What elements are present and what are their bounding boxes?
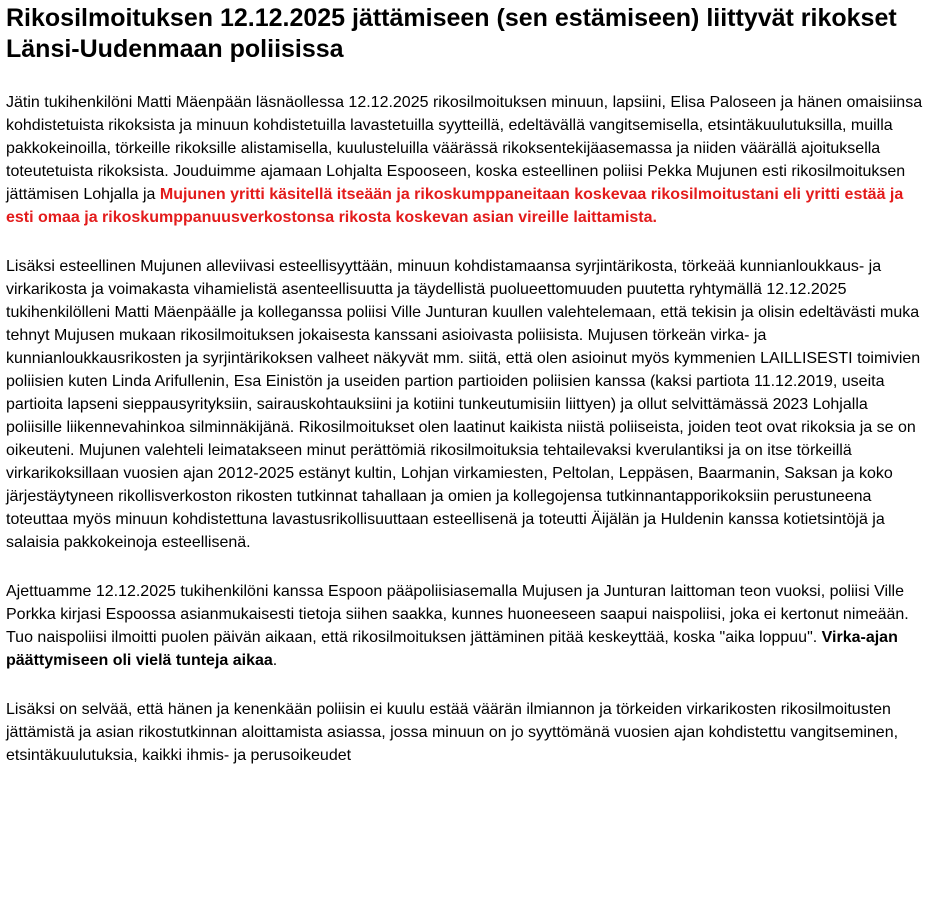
paragraph-3-text: Ajettuamme 12.12.2025 tukihenkilöni kanssa Espoon pääpoliisiasemalla Mujusen ja Junturan laittoman teon vuoksi, poliisi Ville Porkka kirjasi Espoossa asianmukaisesti tietoja siihen saakka, kunnes huoneeseen saapui naispoliisi, joka ei kertonut nimeään. Tuo naispoliisi ilmoitti puolen päivän aikaan, että rikosilmoituksen jättäminen pitää keskeyttää, koska "aika loppuu". [6, 583, 909, 646]
paragraph-4 [6, 698, 924, 767]
paragraph-3-tail: . [272, 652, 278, 669]
paragraph-4-text: Lisäksi on selvää, että hänen ja kenenkään poliisin ei kuulu estää väärän ilmiannon ja törkeiden virkarikosten rikosilmoitusten jättämistä ja asian rikostutkinnan aloittamista asiassa, jossa minuun on jo syyttömänä vuosien ajan kohdistettu vangitseminen, etsintäkuulutuksia, kaikki ihmis- ja perusoikeudet [6, 701, 899, 764]
paragraph-3 [6, 580, 924, 672]
paragraph-2 [6, 255, 924, 554]
document-title: Rikosilmoituksen 12.12.2025 jättämiseen (sen estämiseen) liittyvät rikokset Länsi-Uudenmaan poliisissa [6, 4, 897, 63]
paragraph-2-text: Lisäksi esteellinen Mujunen alleviivasi esteellisyyttään, minuun kohdistamaansa syrjintärikosta, törkeää kunnianloukkaus- ja virkarikosta ja voimakasta vihamielistä asenteellisuutta ja täydellistä puolueettomuuden puutetta ryhtymällä 12.12.2025 tukihenkilölleni Matti Mäenpäälle ja kolleganssa poliisi Ville Junturan kuullen valehtelemaan, että tekisin ja olisin edeltävästi muka tehnyt Mujusen mukaan rikosilmoituksen jokaisesta kanssani asioivasta poliisista. Mujusen törkeän virka- ja kunnianloukkausrikosten ja syrjintärikoksen valheet näkyvät mm. siitä, että olen asioinut myös kymmenien LAILLISESTI toimivien poliisien kuten Linda Arifullenin, Esa Einistön ja useiden partion partioiden poliisien kanssa (kaksi partiota 11.12.2019, useita partioita lapseni sieppausyrityksiin, sairauskohtauksiini ja kotiini tunkeutumisiin liittyen) ja ollut selvittämässä 2023 Lohjalla poliisille liikennevahinkoa silminnäkijänä. Rikosilmoitukset olen laatinut kaikista niistä poliiseista, joiden teot ovat rikoksia ja se on oikeuteni. Mujunen valehteli leimatakseen minut perättömiä rikosilmoituksia tehtailevaksi kverulantiksi ja on itse törkeillä virkarikoksillaan vuosien ajan 2012-2025 estänyt kultin, Lohjan virkamiesten, Peltolan, Leppäsen, Baarmanin, Saksan ja koko järjestäytyneen rikollisverkoston rikosten tutkinnat tahallaan ja omien ja kollegojensa tutkinnantapporikoksiin perustuneena toteuttaa myös minuun kohdistettuna lavastusrikollisuuttaan esteellisenä ja toteutti Äijälän ja Huldenin kanssa kotietsintöjä ja salaisia pakkokeinoja esteellisenä. [6, 258, 921, 551]
paragraph-1 [6, 91, 924, 229]
paragraph-3-bold: Virka-ajan päättymiseen oli vielä tunteja aikaa [6, 629, 898, 669]
paragraph-1-text: Jätin tukihenkilöni Matti Mäenpään läsnäollessa 12.12.2025 rikosilmoituksen minuun, lapsiini, Elisa Paloseen ja hänen omaisiinsa kohdistetuista rikoksista ja minuun kohdistetuilla lavastetuilla syytteillä, edeltävällä vangitsemisella, etsintäkuulutuksilla, muilla pakkokeinoilla, törkeille rikoksille alistamisella, kuulusteluilla väärässä rikoksentekijäasemassa ja niiden väärällä ajoituksella toteutetuista rikoksista. Jouduimme ajamaan Lohjalta Espooseen, koska esteellinen poliisi Pekka Mujunen esti rikosilmoituksen jättämisen Lohjalla ja [6, 94, 923, 203]
paragraph-1-highlight: Mujunen yritti käsitellä itseään ja rikoskumppaneitaan koskevaa rikosilmoitustani eli yritti estää ja esti omaa ja rikoskumppanuusverkostonsa rikosta koskevan asian vireille laittamista. [6, 186, 904, 226]
